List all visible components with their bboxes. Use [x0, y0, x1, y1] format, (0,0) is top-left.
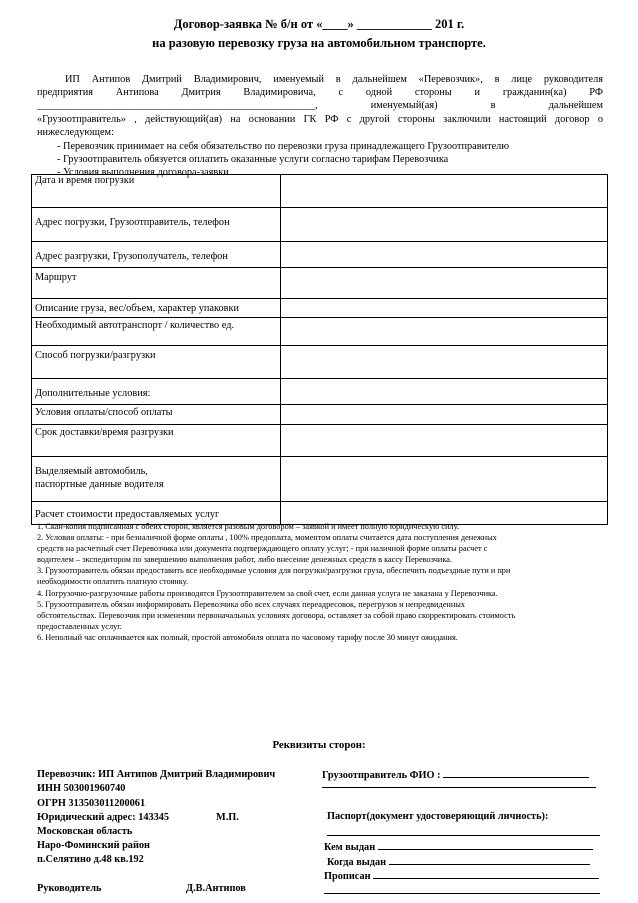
shipper-fio-label: [322, 768, 589, 781]
note-line: 4. Погрузочно-разгрузочные работы производятся Грузоотправителем за свой счет, если данная услуга не заказана у Перевозчика.: [37, 588, 498, 598]
row-label: Условия оплаты/способ оплаты: [32, 405, 281, 425]
row-value-field[interactable]: [281, 457, 608, 502]
row-value-field[interactable]: [281, 208, 608, 242]
issued-when-text: Когда выдан: [327, 857, 387, 868]
row-label-line1: Выделяемый автомобиль,: [35, 466, 148, 477]
table-row: [32, 208, 608, 242]
carrier-address-label: Юридический адрес: 143345: [37, 812, 170, 823]
table-row: [32, 457, 608, 502]
terms-notes: [37, 521, 607, 643]
row-value-field[interactable]: [281, 405, 608, 425]
registered-field[interactable]: [373, 869, 599, 879]
note-line: средств на расчетный счет Перевозчика или документа подтверждающего оплату услуг; - при наличной форме оплаты расчет с: [37, 544, 488, 554]
table-row: [32, 268, 608, 299]
row-label: [32, 457, 281, 502]
row-label: Срок доставки/время разгрузки: [32, 425, 281, 457]
issued-when-field[interactable]: [389, 855, 590, 865]
table-row: [32, 318, 608, 346]
issued-by-field[interactable]: [378, 840, 593, 850]
table-row: [32, 425, 608, 457]
row-label: Необходимый автотранспорт / количество ед.: [32, 318, 281, 346]
row-value-field[interactable]: [281, 175, 608, 208]
table-row: [32, 242, 608, 268]
carrier-street: п.Селятино д.48 кв.192: [37, 854, 144, 865]
row-label: Дополнительные условия:: [32, 379, 281, 405]
note-line: необходимости оплатить платную стоянку.: [37, 577, 189, 587]
row-label-line2: паспортные данные водителя: [35, 479, 164, 490]
shipper-registered: [324, 869, 599, 882]
director-name: Д.В.Антипов: [186, 883, 246, 894]
row-label: Расчет стоимости предоставляемых услуг: [32, 502, 281, 525]
carrier-inn: ИНН 503001960740: [37, 783, 126, 794]
table-row: [32, 379, 608, 405]
table-row: [32, 405, 608, 425]
row-label: Адрес погрузки, Грузоотправитель, телефон: [32, 208, 281, 242]
row-label: Описание груза, вес/объем, характер упаковки: [32, 299, 281, 318]
intro-line1: ИП Антипов Дмитрий Владимирович, именуемый в дальнейшем «Перевозчик», в лице руководителя: [65, 74, 603, 85]
requisites-title: Реквизиты сторон:: [272, 739, 366, 751]
note-line: водителем – экспедитором по завершению выполнения работ, либо внесение денежных средств в кассу Перевозчика.: [37, 555, 453, 565]
carrier-region: Московская область: [37, 826, 133, 837]
shipper-fio-field[interactable]: [443, 768, 589, 778]
intro-line4: «Грузоотправитель» , действующий(ая) на основании ГК РФ с другой стороны заключили настоящий договор о: [37, 113, 603, 125]
note-line: 1. Скан-копия подписанная с обеих сторон, является разовым договором – заявкой и имеет полную юридическую силу.: [37, 522, 460, 531]
table-row: [32, 175, 608, 208]
intro-paragraph: [37, 73, 603, 139]
carrier-ogrn: ОГРН 313503011200061: [37, 798, 146, 809]
note-line: 6. Неполный час оплачивается как полный, простой автомобиля оплата по часовому тарифу после 30 минут ожидания.: [37, 632, 458, 642]
bullet-item: - Грузоотправитель обязуется оплатить оказанные услуги согласно тарифам Перевозчика: [57, 154, 449, 166]
row-value-field[interactable]: [281, 299, 608, 318]
intro-line5: нижеследующем:: [37, 126, 114, 138]
registered-field-line2[interactable]: [324, 893, 600, 894]
table-row: [32, 346, 608, 379]
bullet-item: - Условия выполнения договора-заявки: [57, 167, 229, 179]
note-line: 3. Грузоотправитель обязан предоставить все необходимые условия для погрузки/разгрузки груза, обеспечить подъездные пути и при: [37, 566, 511, 576]
note-line: 2. Условия оплаты: - при безналичной форме оплаты , 100% предоплата, моментом оплаты считается дата поступления денежных: [37, 533, 497, 543]
note-line: обстоятельствах. Перевозчик при изменении первоначальных условиях договора, оставляет за собой право скорректировать стоимость: [37, 610, 516, 620]
row-value-field[interactable]: [281, 346, 608, 379]
row-value-field[interactable]: [281, 242, 608, 268]
shipper-issued-by: [324, 840, 593, 853]
document-title-line1: Договор-заявка № б/н от «____» ____________ 201 г.: [173, 17, 465, 31]
row-label: Способ погрузки/разгрузки: [32, 346, 281, 379]
director-label: Руководитель: [37, 883, 102, 894]
note-line: предоставленных услуг.: [37, 621, 122, 631]
document-title-line2: на разовую перевозку груза на автомобильном транспорте.: [152, 36, 486, 50]
issued-by-text: Кем выдан: [324, 842, 376, 853]
row-label: Адрес разгрузки, Грузополучатель, телефон: [32, 242, 281, 268]
shipper-issued-when: [327, 855, 590, 868]
carrier-district: Наро-Фоминский район: [37, 840, 150, 851]
shipper-passport-field[interactable]: [327, 835, 600, 836]
shipper-passport-label: Паспорт(документ удостоверяющий личность):: [327, 811, 549, 822]
intro-line3: ______________________________________________________, именуемый(ая) в дальнейшем: [37, 100, 603, 112]
bullet-item: - Перевозчик принимает на себя обязательство по перевозки груза принадлежащего Грузоотправителю: [57, 141, 510, 152]
registered-text: Прописан: [324, 871, 371, 882]
note-line: 5. Грузоотправитель обязан информировать Перевозчика обо всех случаях переадресовок, перегрузов и непредвиденных: [37, 599, 465, 609]
row-value-field[interactable]: [281, 318, 608, 346]
shipper-fio-text: Грузоотправитель ФИО :: [322, 770, 441, 781]
row-label: Дата и время погрузки: [32, 175, 281, 208]
row-value-field[interactable]: [281, 379, 608, 405]
row-value-field[interactable]: [281, 268, 608, 299]
row-value-field[interactable]: [281, 425, 608, 457]
shipper-fio-field-line2[interactable]: [322, 787, 596, 788]
carrier-name: Перевозчик: ИП Антипов Дмитрий Владимирович: [37, 769, 276, 780]
order-conditions-table: [31, 174, 608, 525]
intro-line2: предприятия Антипова Дмитрия Владимировича, с одной стороны и гражданин(ка) РФ: [37, 87, 603, 99]
stamp-label: М.П.: [216, 812, 239, 823]
row-label: Маршрут: [32, 268, 281, 299]
table-row: [32, 299, 608, 318]
